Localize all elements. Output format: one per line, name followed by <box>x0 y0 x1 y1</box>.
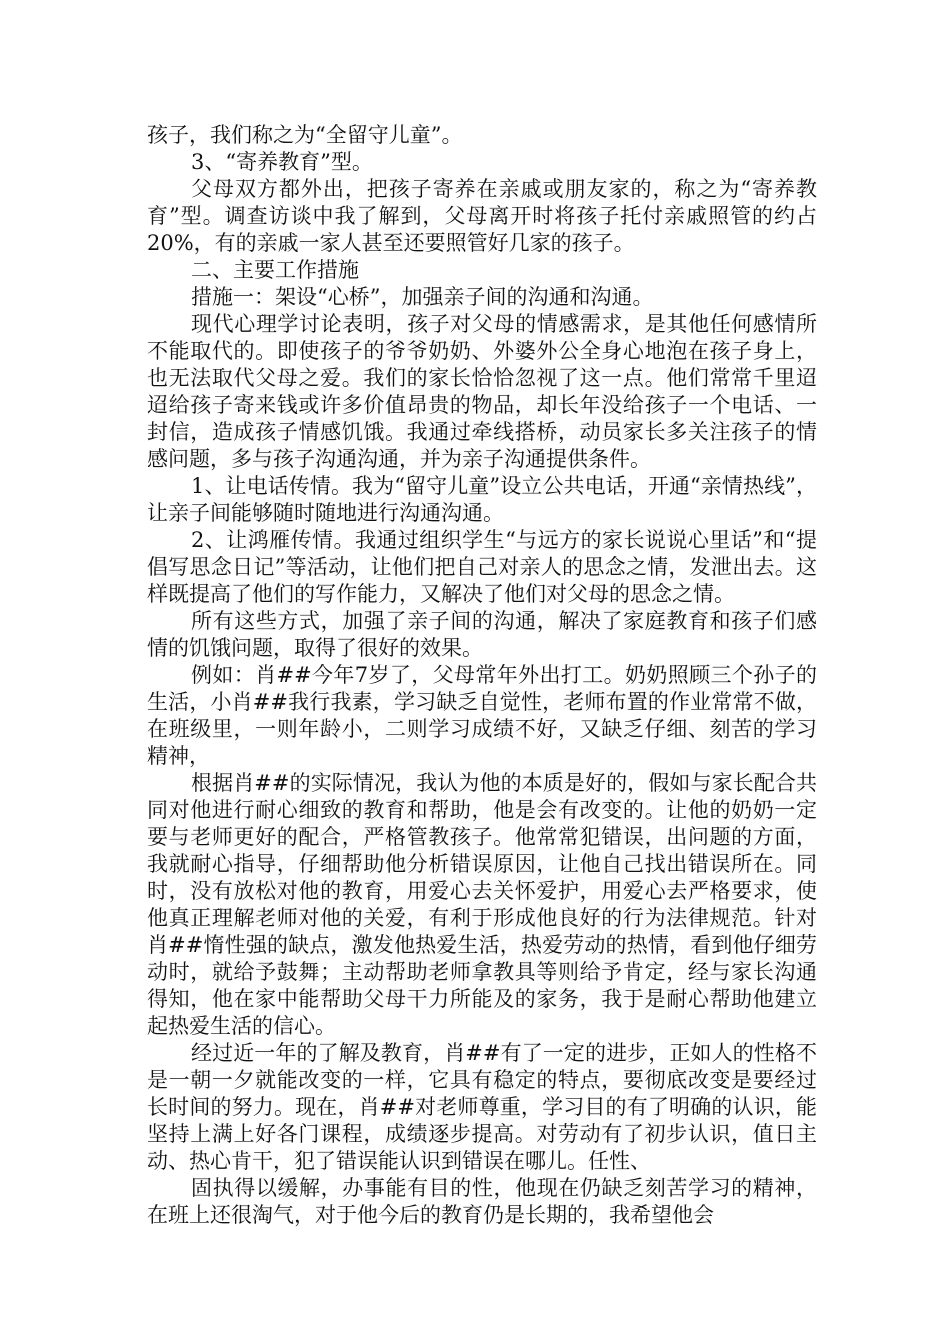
paragraph: 2、让鸿雁传情。我通过组织学生“与远方的家长说说心里话”和“提倡写思念日记”等活动，让他们把自己对亲人的思念之情，发泄出去。这样既提高了他们的写作能力，又解决了他们对父母的思念之情。 <box>147 528 817 606</box>
paragraph: 3、“寄养教育”型。 <box>191 150 373 174</box>
section-heading: 二、主要工作措施 <box>191 258 359 282</box>
paragraph: 根据肖##的实际情况，我认为他的本质是好的，假如与家长配合共同对他进行耐心细致的教育和帮助，他是会有改变的。让他的奶奶一定要与老师更好的配合，严格管教孩子。他常常犯错误，出问题的方面，我就耐心指导，仔细帮助他分析错误原因，让他自己找出错误所在。同时，没有放松对他的教育，用爱心去关怀爱护，用爱心去严格要求，使他真正理解老师对他的关爱，有利于形成他良好的行为法律规范。针对肖##惰性强的缺点，激发他热爱生活，热爱劳动的热情，看到他仔细劳动时，就给予鼓舞；主动帮助老师拿教具等则给予肯定，经与家长沟通得知，他在家中能帮助父母干力所能及的家务，我于是耐心帮助他建立起热爱生活的信心。 <box>147 771 817 1038</box>
paragraph: 措施一：架设“心桥”，加强亲子间的沟通和沟通。 <box>191 285 654 309</box>
paragraph: 1、让电话传情。我为“留守儿童”设立公共电话，开通“亲情热线”，让亲子间能够随时随地进行沟通沟通。 <box>147 474 817 525</box>
paragraph: 经过近一年的了解及教育，肖##有了一定的进步，正如人的性格不是一朝一夕就能改变的一样，它具有稳定的特点，要彻底改变是要经过长时间的努力。现在，肖##对老师尊重，学习目的有了明确的认识，能坚持上满上好各门课程，成绩逐步提高。对劳动有了初步认识，值日主动、热心肯干，犯了错误能认识到错误在哪儿。任性、 <box>147 1041 817 1173</box>
paragraph: 父母双方都外出，把孩子寄养在亲戚或朋友家的，称之为“寄养教育”型。调查访谈中我了解到，父母离开时将孩子托付亲戚照管的约占20%，有的亲戚一家人甚至还要照管好几家的孩子。 <box>147 177 817 255</box>
paragraph: 孩子，我们称之为“全留守儿童”。 <box>147 123 463 147</box>
paragraph: 现代心理学讨论表明，孩子对父母的情感需求，是其他任何感情所不能取代的。即使孩子的爷爷奶奶、外婆外公全身心地泡在孩子身上，也无法取代父母之爱。我们的家长恰恰忽视了这一点。他们常常千里迢迢给孩子寄来钱或许多价值昂贵的物品，却长年没给孩子一个电话、一封信，造成孩子情感饥饿。我通过牵线搭桥，动员家长多关注孩子的情感问题，多与孩子沟通沟通，并为亲子沟通提供条件。 <box>147 312 817 471</box>
document-body <box>147 122 817 1229</box>
paragraph: 固执得以缓解，办事能有目的性，他现在仍缺乏刻苦学习的精神，在班上还很淘气，对于他今后的教育仍是长期的，我希望他会 <box>147 1176 817 1227</box>
paragraph: 所有这些方式，加强了亲子间的沟通，解决了家庭教育和孩子们感情的饥饿问题，取得了很好的效果。 <box>147 609 817 660</box>
paragraph: 例如：肖##今年7岁了，父母常年外出打工。奶奶照顾三个孙子的生活，小肖##我行我素，学习缺乏自觉性，老师布置的作业常常不做，在班级里，一则年龄小，二则学习成绩不好，又缺乏仔细、刻苦的学习精神， <box>147 663 817 768</box>
